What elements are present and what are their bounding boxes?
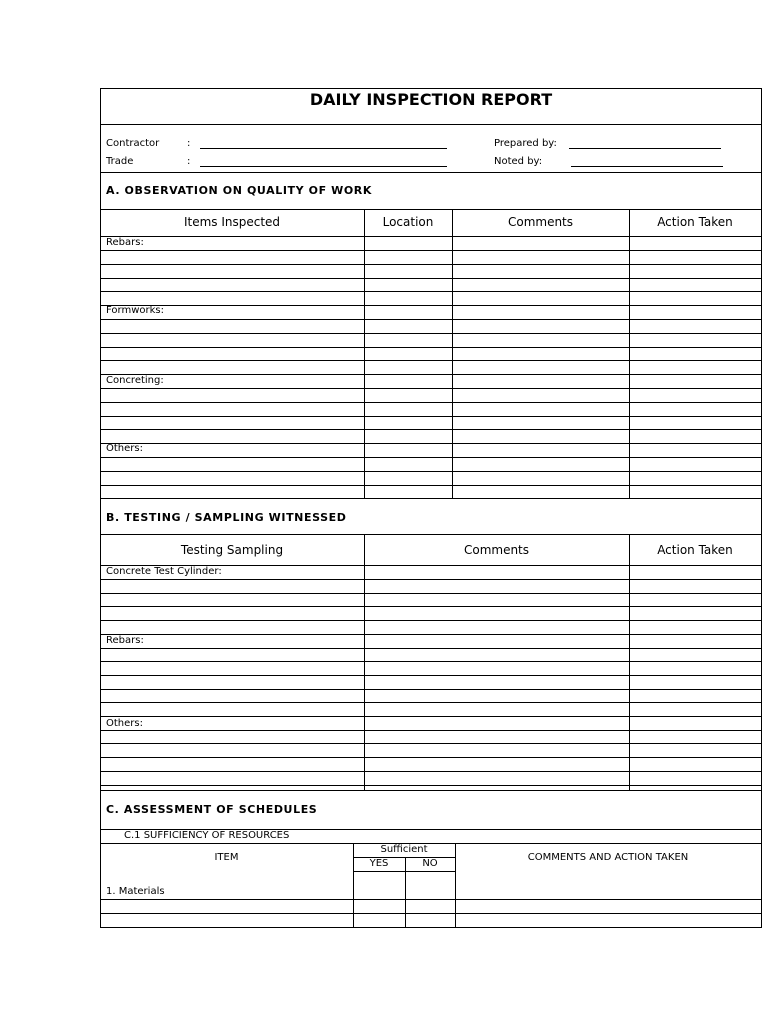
table-row-line bbox=[100, 757, 762, 758]
table-row-line bbox=[100, 579, 762, 580]
form-right-border bbox=[761, 88, 762, 928]
yes-no-divider bbox=[353, 871, 455, 872]
section-a-col-divider bbox=[364, 209, 365, 498]
col-comments: Comments bbox=[507, 215, 574, 229]
section-a-header-divider bbox=[100, 236, 762, 237]
table-row-line bbox=[100, 388, 762, 389]
table-row-line bbox=[100, 606, 762, 607]
table-row-line bbox=[100, 593, 762, 594]
col-item: ITEM bbox=[214, 852, 239, 863]
table-row-line bbox=[100, 730, 762, 731]
section-a-bottom bbox=[100, 498, 762, 499]
col-action-taken: Action Taken bbox=[657, 215, 733, 229]
table-row-line bbox=[100, 291, 762, 292]
table-row-line bbox=[100, 471, 762, 472]
table-row-line bbox=[100, 620, 762, 621]
noted-by-label: Noted by: bbox=[494, 156, 543, 167]
page-title: DAILY INSPECTION REPORT bbox=[309, 90, 553, 109]
table-row-line bbox=[100, 661, 762, 662]
col-items-inspected: Items Inspected bbox=[183, 215, 281, 229]
table-row-line bbox=[100, 360, 762, 361]
section-c-title: C. ASSESSMENT OF SCHEDULES bbox=[106, 803, 318, 816]
table-row-line bbox=[100, 250, 762, 251]
table-row-line bbox=[100, 319, 762, 320]
table-row-line bbox=[100, 675, 762, 676]
prepared-by-field[interactable] bbox=[569, 148, 721, 149]
table-row-line bbox=[100, 771, 762, 772]
section-c-row-line bbox=[100, 899, 762, 900]
table-row-line bbox=[100, 429, 762, 430]
table-row-line bbox=[100, 416, 762, 417]
table-row-line bbox=[100, 402, 762, 403]
table-row-line bbox=[100, 485, 762, 486]
table-row-line bbox=[100, 716, 762, 717]
col-comments: Comments bbox=[463, 543, 530, 557]
section-a-col-divider bbox=[629, 209, 630, 498]
trade-field[interactable] bbox=[200, 166, 447, 167]
group-label-others: Others: bbox=[106, 718, 143, 729]
group-label-concreting: Concreting: bbox=[106, 375, 164, 386]
form-bottom-border bbox=[100, 927, 762, 928]
col-action-taken: Action Taken bbox=[657, 543, 733, 557]
table-row-line bbox=[100, 648, 762, 649]
contractor-colon: : bbox=[187, 138, 191, 149]
col-no: NO bbox=[422, 858, 438, 869]
table-row-line bbox=[100, 634, 762, 635]
table-row-line bbox=[100, 333, 762, 334]
table-row-line bbox=[100, 443, 762, 444]
header-divider bbox=[100, 172, 762, 173]
table-row-line bbox=[100, 702, 762, 703]
section-b-title-divider bbox=[100, 534, 762, 535]
group-label-others: Others: bbox=[106, 443, 143, 454]
table-row-line bbox=[100, 305, 762, 306]
section-a-title-divider bbox=[100, 209, 762, 210]
table-row-line bbox=[100, 264, 762, 265]
section-b-title: B. TESTING / SAMPLING WITNESSED bbox=[106, 511, 347, 524]
section-b-col-divider bbox=[364, 534, 365, 790]
col-sufficient: Sufficient bbox=[380, 844, 428, 855]
section-a-col-divider bbox=[452, 209, 453, 498]
table-row-line bbox=[100, 347, 762, 348]
group-label-rebars: Rebars: bbox=[106, 635, 144, 646]
contractor-field[interactable] bbox=[200, 148, 447, 149]
col-location: Location bbox=[382, 215, 434, 229]
form-top-border bbox=[100, 88, 762, 89]
table-row-line bbox=[100, 278, 762, 279]
table-row-line bbox=[100, 374, 762, 375]
section-c-row-line bbox=[100, 913, 762, 914]
table-row-line bbox=[100, 785, 762, 786]
section-c-subtitle: C.1 SUFFICIENCY OF RESOURCES bbox=[124, 830, 290, 841]
group-label-rebars: Rebars: bbox=[106, 237, 144, 248]
section-a-title: A. OBSERVATION ON QUALITY OF WORK bbox=[106, 184, 372, 197]
table-row-line bbox=[100, 689, 762, 690]
contractor-label: Contractor bbox=[106, 138, 160, 149]
title-divider bbox=[100, 124, 762, 125]
section-b-bottom bbox=[100, 790, 762, 791]
group-label-concrete-test-cylinder: Concrete Test Cylinder: bbox=[106, 566, 222, 577]
form-left-border bbox=[100, 88, 101, 928]
col-comments-action: COMMENTS AND ACTION TAKEN bbox=[527, 852, 689, 863]
table-row-line bbox=[100, 743, 762, 744]
noted-by-field[interactable] bbox=[571, 166, 723, 167]
trade-colon: : bbox=[187, 156, 191, 167]
col-testing-sampling: Testing Sampling bbox=[180, 543, 284, 557]
table-row-line bbox=[100, 457, 762, 458]
trade-label: Trade bbox=[106, 156, 134, 167]
col-yes: YES bbox=[369, 858, 389, 869]
section-b-col-divider bbox=[629, 534, 630, 790]
group-label-formworks: Formworks: bbox=[106, 305, 164, 316]
row-materials-label: 1. Materials bbox=[106, 886, 165, 897]
prepared-by-label: Prepared by: bbox=[494, 138, 557, 149]
